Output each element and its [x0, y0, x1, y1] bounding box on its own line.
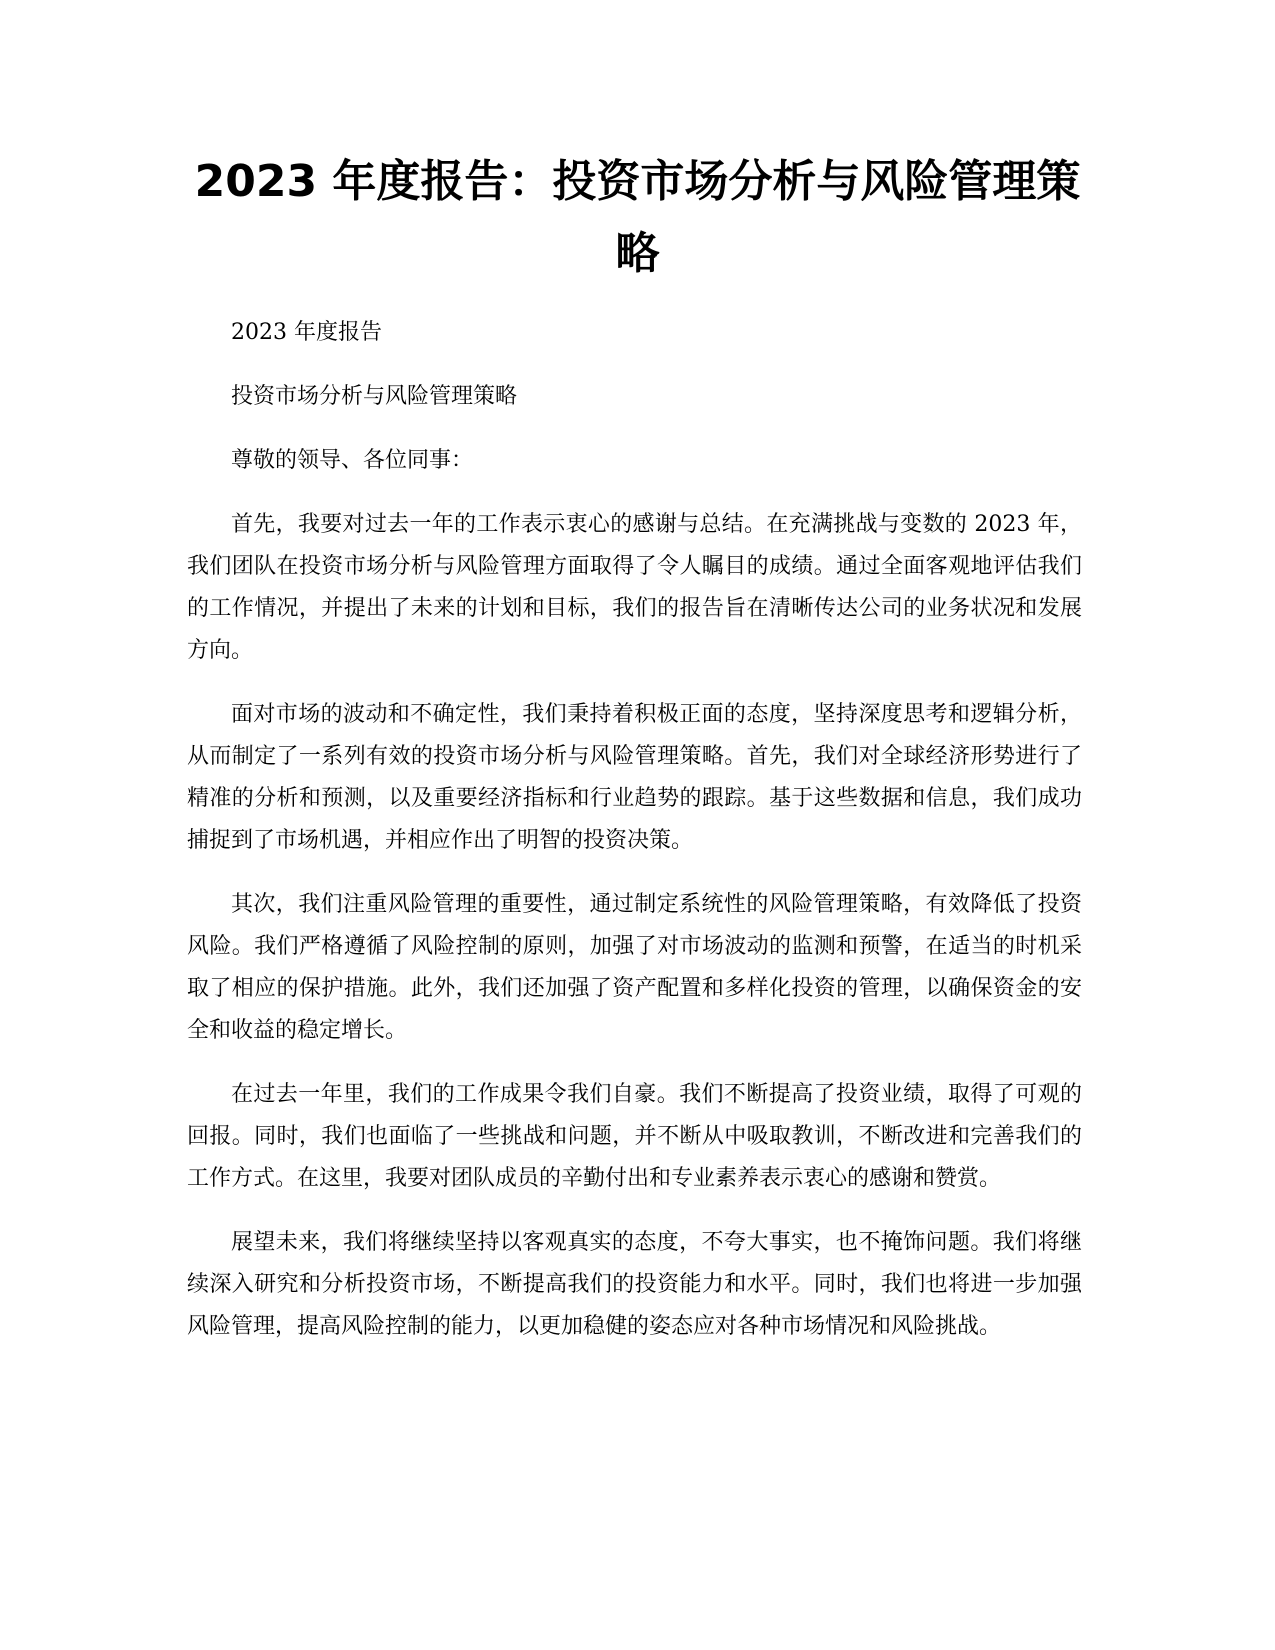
report-subtitle-year: 2023 年度报告: [231, 320, 382, 345]
document-body: [187, 312, 1082, 1370]
salutation: 尊敬的领导、各位同事：: [231, 448, 474, 473]
paragraph-achievements: 在过去一年里，我们的工作成果令我们自豪。我们不断提高了投资业绩，取得了可观的回报。同时，我们也面临了一些挑战和问题，并不断从中吸取教训，不断改进和完善我们的工作方式。在这里，我要对团队成员的辛勤付出和专业素养表示衷心的感谢和赞赏。: [187, 1082, 1082, 1191]
paragraph-intro: 首先，我要对过去一年的工作表示衷心的感谢与总结。在充满挑战与变数的 2023 年，我们团队在投资市场分析与风险管理方面取得了令人瞩目的成绩。通过全面客观地评估我们的工作情况，并提出了未来的计划和目标，我们的报告旨在清晰传达公司的业务状况和发展方向。: [187, 512, 1082, 663]
paragraph-outlook: 展望未来，我们将继续坚持以客观真实的态度，不夸大事实，也不掩饰问题。我们将继续深入研究和分析投资市场，不断提高我们的投资能力和水平。同时，我们也将进一步加强风险管理，提高风险控制的能力，以更加稳健的姿态应对各种市场情况和风险挑战。: [187, 1230, 1082, 1339]
report-subtitle-topic: 投资市场分析与风险管理策略: [231, 384, 518, 409]
paragraph-risk-management: 其次，我们注重风险管理的重要性，通过制定系统性的风险管理策略，有效降低了投资风险。我们严格遵循了风险控制的原则，加强了对市场波动的监测和预警，在适当的时机采取了相应的保护措施。此外，我们还加强了资产配置和多样化投资的管理，以确保资金的安全和收益的稳定增长。: [187, 892, 1082, 1043]
paragraph-market-analysis: 面对市场的波动和不确定性，我们秉持着积极正面的态度，坚持深度思考和逻辑分析，从而制定了一系列有效的投资市场分析与风险管理策略。首先，我们对全球经济形势进行了精准的分析和预测，以及重要经济指标和行业趋势的跟踪。基于这些数据和信息，我们成功捕捉到了市场机遇，并相应作出了明智的投资决策。: [187, 702, 1082, 853]
document-title: 2023 年度报告：投资市场分析与风险管理策略: [194, 156, 1081, 279]
